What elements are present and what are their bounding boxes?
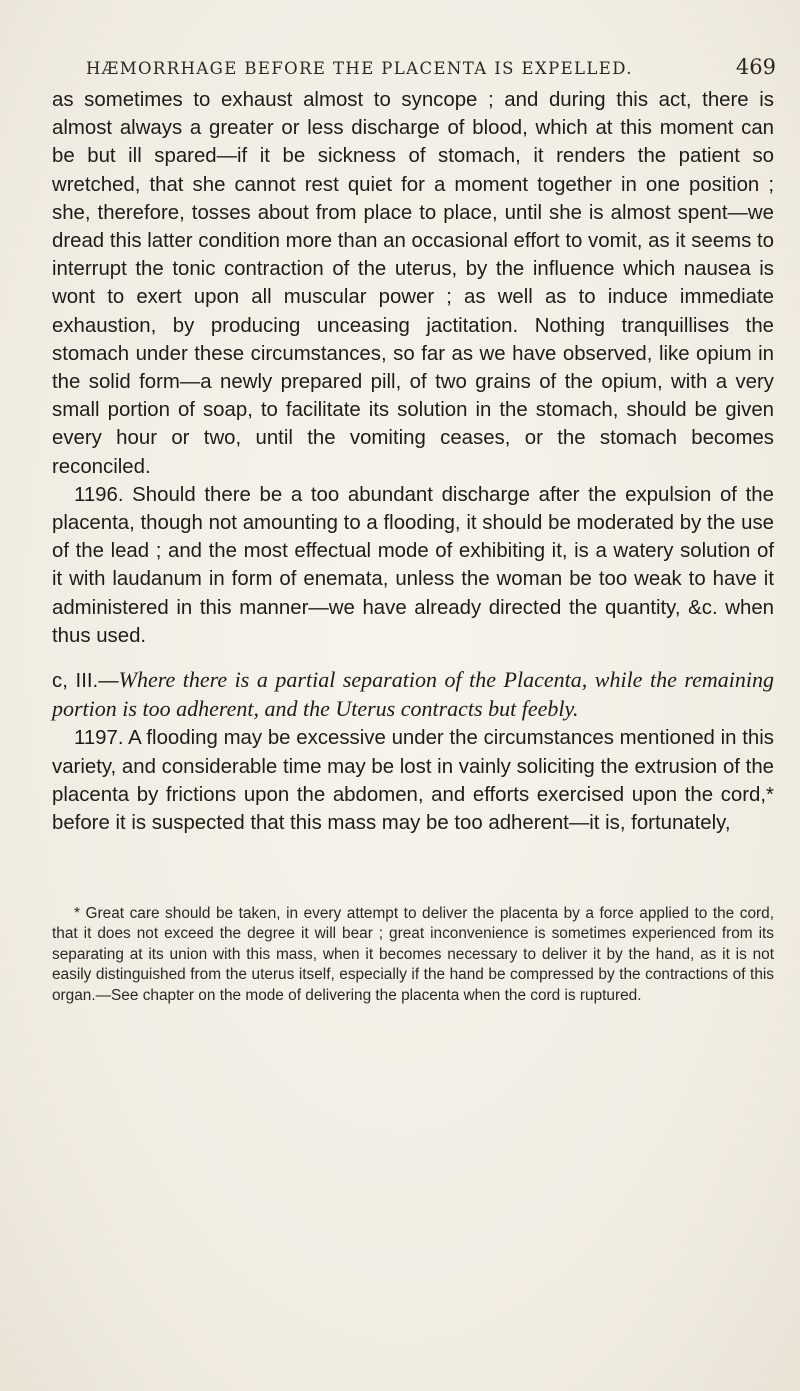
- running-header: [86, 55, 776, 79]
- paragraph-1197: 1197. A flooding may be excessive under the circumstances mentioned in this variety, and considerable time may be lost in vainly soliciting the extrusion of the placenta by frictions upon the abdomen, and efforts exercised upon the cord,* before it is suspected that this mass may be too adherent—it is, fortunately,: [52, 727, 774, 835]
- footnote-text: * Great care should be taken, in every attempt to deliver the placenta by a force applied to the cord, that it does not exceed the degree it will bear ; great inconvenience is sometimes experienced from its separating at its union with this mass, when it becomes necessary to deliver it by the hand, as it is not easily distinguished from the uterus itself, especially if the hand be compressed by the contractions of this organ.—See chapter on the mode of delivering the placenta when the cord is ruptured.: [52, 905, 774, 1004]
- footnote: [52, 904, 774, 1006]
- main-text: [52, 86, 774, 837]
- paragraph-continued: as sometimes to exhaust almost to syncope ; and during this act, there is almost always a greater or less discharge of blood, which at this moment can be but ill spared—if it be sickness of stomach, it renders the patient so wretched, that she cannot rest quiet for a moment together in one position ; she, therefore, tosses about from place to place, until she is almost spent—we dread this latter condition more than an occasional effort to vomit, as it seems to interrupt the tonic contraction of the uterus, by the influence which nausea is wont to exert upon all muscular power ; as well as to induce immediate exhaustion, by producing unceasing jactitation. Nothing tranquillises the stomach under these circumstances, so far as we have observed, like opium in the solid form—a newly prepared pill, of two grains of the opium, with a very small portion of soap, to facilitate its solution in the stomach, should be given every hour or two, until the vomiting ceases, or the stomach becomes reconciled.: [52, 89, 774, 478]
- section-title: Where there is a partial separation of the Placenta, while the remaining portion is too adherent, and the Uterus contracts but feebly.: [52, 667, 775, 722]
- section-heading: [52, 666, 774, 724]
- page-number: 469: [735, 55, 776, 79]
- section-label: c, III.—: [52, 670, 119, 693]
- running-title: HÆMORRHAGE BEFORE THE PLACENTA IS EXPELLED.: [86, 59, 633, 78]
- paragraph-1196: 1196. Should there be a too abundant discharge after the expulsion of the placenta, though not amounting to a flooding, it should be moderated by the use of the lead ; and the most effectual mode of exhibiting it, is a watery solution of it with laudanum in form of enemata, unless the woman be too weak to have it administered in this manner—we have already directed the quantity, &c. when thus used.: [52, 483, 774, 647]
